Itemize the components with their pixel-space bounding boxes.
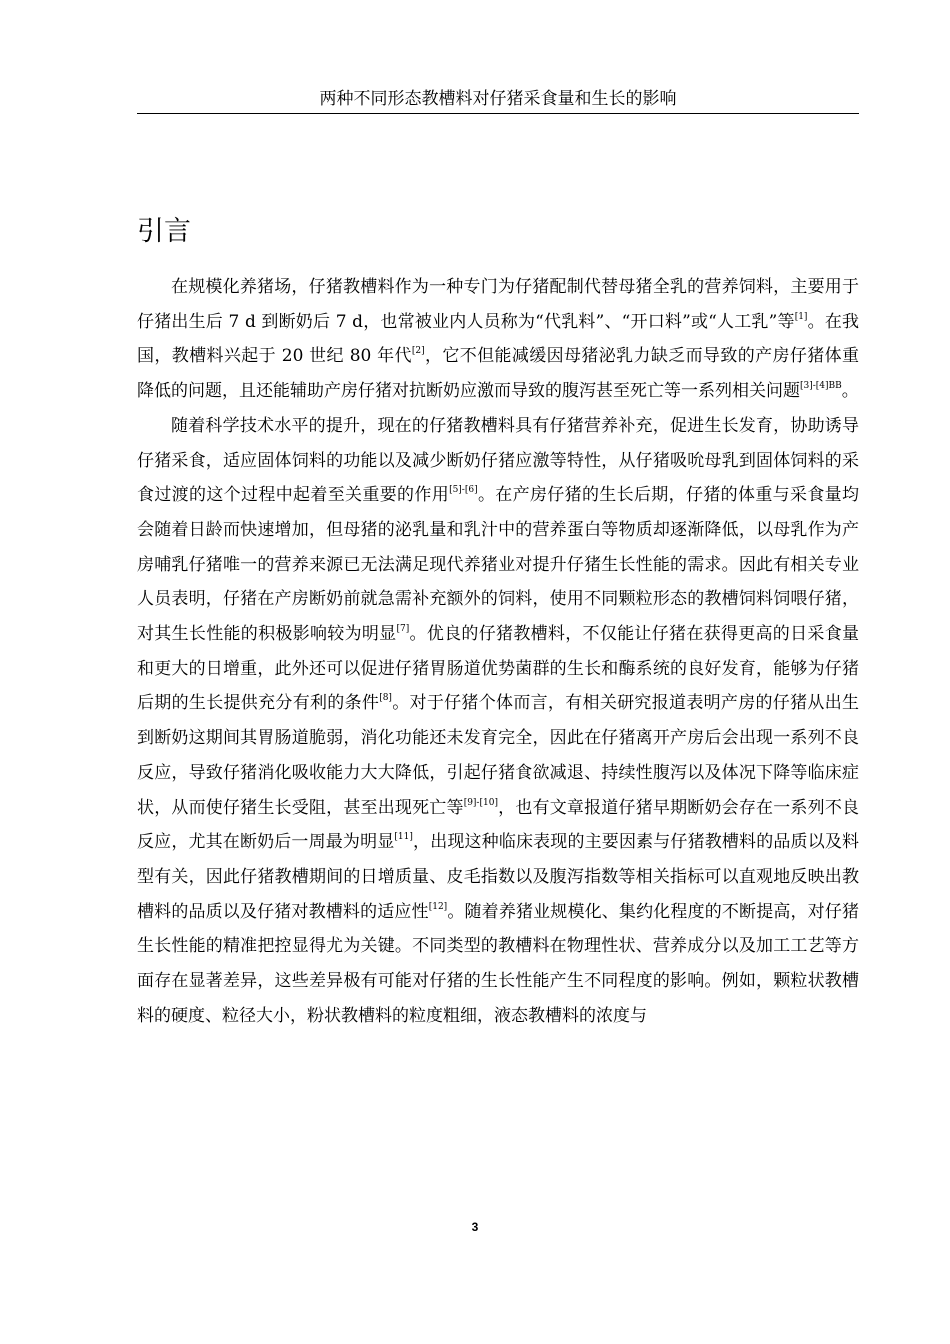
citation-ref: [8] <box>379 693 392 704</box>
paragraph-text: 在规模化养猪场，仔猪教槽料作为一种专门为仔猪配制代替母猪全乳的营养饲料，主要用于仔猪出生后 7 d 到断奶后 7 d，也常被业内人员称为“代乳料”、“开口料”或“人工乳”等 <box>137 277 859 332</box>
paragraph-text: 。 <box>841 381 859 402</box>
paragraph-text: 随着科学技术水平的提升，现在的仔猪教槽料具有仔猪营养补充，促进生长发育，协助诱导仔猪采食，适应固体饲料的功能以及减少断奶仔猪应激等特性，从仔猪吸吮母乳到固体饲料的采食过渡的这个过程中起着至关重要的作用 <box>137 415 859 506</box>
citation-ref: [7] <box>396 624 410 635</box>
header-rule <box>137 113 859 114</box>
section-title: 引言 <box>137 216 191 247</box>
paragraph-text: ，出现这种临床表现的主要因素与仔猪教槽料的品质以及料型有关，因此仔猪教槽期间的日增质量、皮毛指数以及腹泻指数等相关指标可以直观地反映出教槽料的品质以及仔猪对教槽料的适应性 <box>137 832 860 922</box>
paragraph-text: 。对于仔猪个体而言，有相关研究报道表明产房的仔猪从出生到断奶这期间其胃肠道脆弱，消化功能还未发育完全，因此在仔猪离开产房后会出现一系列不良反应，导致仔猪消化吸收能力大大降低，引起仔猪食欲减退、持续性腹泻以及体况下降等临床症状，从而使仔猪生长受阻，甚至出现死亡等 <box>137 693 860 818</box>
paragraph-text: 。优良的仔猪教槽料，不仅能让仔猪在获得更高的日采食量和更大的日增重，此外还可以促进仔猪胃肠道优势菌群的生长和酶系统的良好发育，能够为仔猪后期的生长提供充分有利的条件 <box>137 624 860 714</box>
citation-ref: [9]-[10] <box>463 797 498 808</box>
citation-ref: [12] <box>428 901 448 912</box>
paragraph-text: ，它不但能减缓因母猪泌乳力缺乏而导致的产房仔猪体重降低的问题，且还能辅助产房仔猪对抗断奶应激而导致的腹泻甚至死亡等一系列相关问题 <box>137 346 859 402</box>
body-text <box>137 270 859 1033</box>
paragraph <box>137 409 859 1034</box>
paragraph-text: 。随着养猪业规模化、集约化程度的不断提高，对仔猪生长性能的精准把控显得尤为关键。不同类型的教槽料在物理性状、营养成分以及加工工艺等方面存在显著差异，这些差异极有可能对仔猪的生长性能产生不同程度的影响。例如，颗粒状教槽料的硬度、粒径大小，粉状教槽料的粒度粗细，液态教槽料的浓度与 <box>137 901 860 1026</box>
paragraph-text: ，也有文章报道仔猪早期断奶会存在一系列不良反应，尤其在断奶后一周最为明显 <box>137 797 860 853</box>
citation-ref: [5]-[6] <box>449 485 478 496</box>
citation-ref: [1] <box>794 311 808 322</box>
citation-ref: [2] <box>411 346 425 357</box>
paragraph-text: 。在我国，教槽料兴起于 20 世纪 80 年代 <box>137 311 860 367</box>
paragraph <box>137 270 859 409</box>
page-number: 3 <box>471 1220 479 1234</box>
paragraph-text: 。在产房仔猪的生长后期，仔猪的体重与采食量均会随着日龄而快速增加，但母猪的泌乳量和乳汁中的营养蛋白等物质却逐渐降低，以母乳作为产房哺乳仔猪唯一的营养来源已无法满足现代养猪业对提升仔猪生长性能的需求。因此有相关专业人员表明，仔猪在产房断奶前就急需补充额外的饲料，使用不同颗粒形态的教槽饲料饲喂仔猪，对其生长性能的积极影响较为明显 <box>137 485 860 645</box>
citation-ref: [3]-[4]BB <box>800 381 842 392</box>
running-header-title: 两种不同形态教槽料对仔猪采食量和生长的影响 <box>319 89 677 109</box>
citation-ref: [11] <box>394 832 413 843</box>
